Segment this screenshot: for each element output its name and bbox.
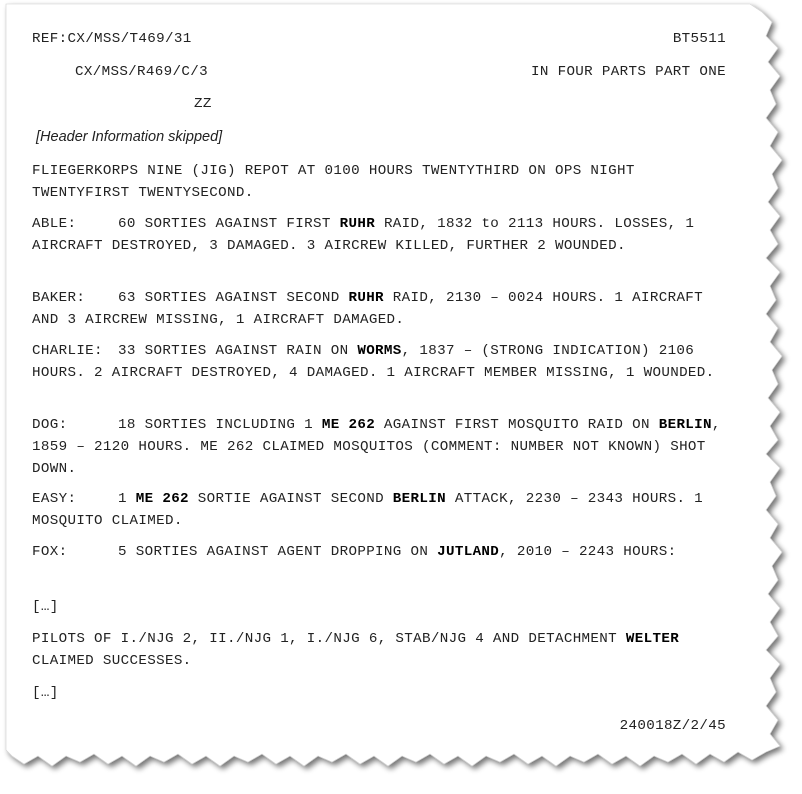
entry-label: EASY: — [32, 491, 77, 507]
header-skipped-note: [Header Information skipped] — [36, 129, 223, 145]
ellipsis-2: […] — [32, 685, 59, 701]
intro-paragraph: FLIEGERKORPS NINE (JIG) REPOT AT 0100 HOURS TWENTYTHIRD ON OPS NIGHT TWENTYFIRST TWENTYSECOND. — [32, 163, 635, 201]
aircraft-type: ME 262 — [135, 491, 189, 507]
entry-easy: EASY: 1 ME 262 SORTIE AGAINST SECOND BERLIN ATTACK, 2230 – 2343 HOURS. 1 MOSQUITO CLAIMED. — [32, 488, 732, 532]
zz-marker: ZZ — [194, 96, 212, 112]
message-code: BT5511 — [672, 31, 726, 47]
aircraft-type: ME 262 — [321, 417, 376, 433]
entry-label: DOG: — [32, 417, 68, 433]
place-name: BERLIN — [658, 417, 712, 433]
place-name: BERLIN — [392, 491, 446, 507]
ellipsis-1: […] — [32, 599, 59, 615]
teleprinter-document — [32, 0, 732, 794]
footer-timestamp: 240018Z/2/45 — [619, 718, 726, 734]
entry-label: FOX: — [32, 544, 68, 560]
place-name: RUHR — [348, 290, 384, 306]
detachment-name: WELTER — [625, 631, 680, 647]
place-name: RUHR — [339, 216, 376, 232]
ref-code-1: CX/MSS/T469/31 — [67, 31, 192, 47]
entry-charlie: CHARLIE: 33 SORTIES AGAINST RAIN ON WORMS, 1837 – (STRONG INDICATION) 2106 HOURS. 2 AIRCRAFT DESTROYED, 4 DAMAGED. 1 AIRCRAFT MEMBER MISSING, 1 WOUNDED. — [32, 340, 732, 384]
ref-label: REF: — [32, 31, 68, 47]
entry-fox: FOX: 5 SORTIES AGAINST AGENT DROPPING ON JUTLAND, 2010 – 2243 HOURS: — [32, 541, 732, 563]
ref-code-2: CX/MSS/R469/C/3 — [75, 64, 208, 80]
entry-able: ABLE: 60 SORTIES AGAINST FIRST RUHR RAID, 1832 to 2113 HOURS. LOSSES, 1 AIRCRAFT DESTROYED, 3 DAMAGED. 3 AIRCREW KILLED, FURTHER 2 WOUNDED. — [32, 213, 732, 257]
entry-label: BAKER: — [32, 290, 86, 306]
pilots-paragraph: PILOTS OF I./NJG 2, II./NJG 1, I./NJG 6, STAB/NJG 4 AND DETACHMENT WELTER CLAIMED SUCCESSES. — [32, 631, 680, 669]
entry-label: CHARLIE: — [32, 343, 103, 359]
parts-indicator: IN FOUR PARTS PART ONE — [530, 64, 726, 80]
place-name: WORMS — [357, 343, 402, 359]
entry-baker: BAKER: 63 SORTIES AGAINST SECOND RUHR RAID, 2130 – 0024 HOURS. 1 AIRCRAFT AND 3 AIRCREW MISSING, 1 AIRCRAFT DAMAGED. — [32, 287, 732, 331]
ref-line-1 — [32, 28, 192, 50]
place-name: JUTLAND — [437, 544, 500, 560]
entry-label: ABLE: — [32, 216, 77, 232]
entry-dog: DOG: 18 SORTIES INCLUDING 1 ME 262 AGAINST FIRST MOSQUITO RAID ON BERLIN, 1859 – 2120 HOURS. ME 262 CLAIMED MOSQUITOS (COMMENT: NUMBER NOT KNOWN) SHOT DOWN. — [32, 414, 732, 480]
